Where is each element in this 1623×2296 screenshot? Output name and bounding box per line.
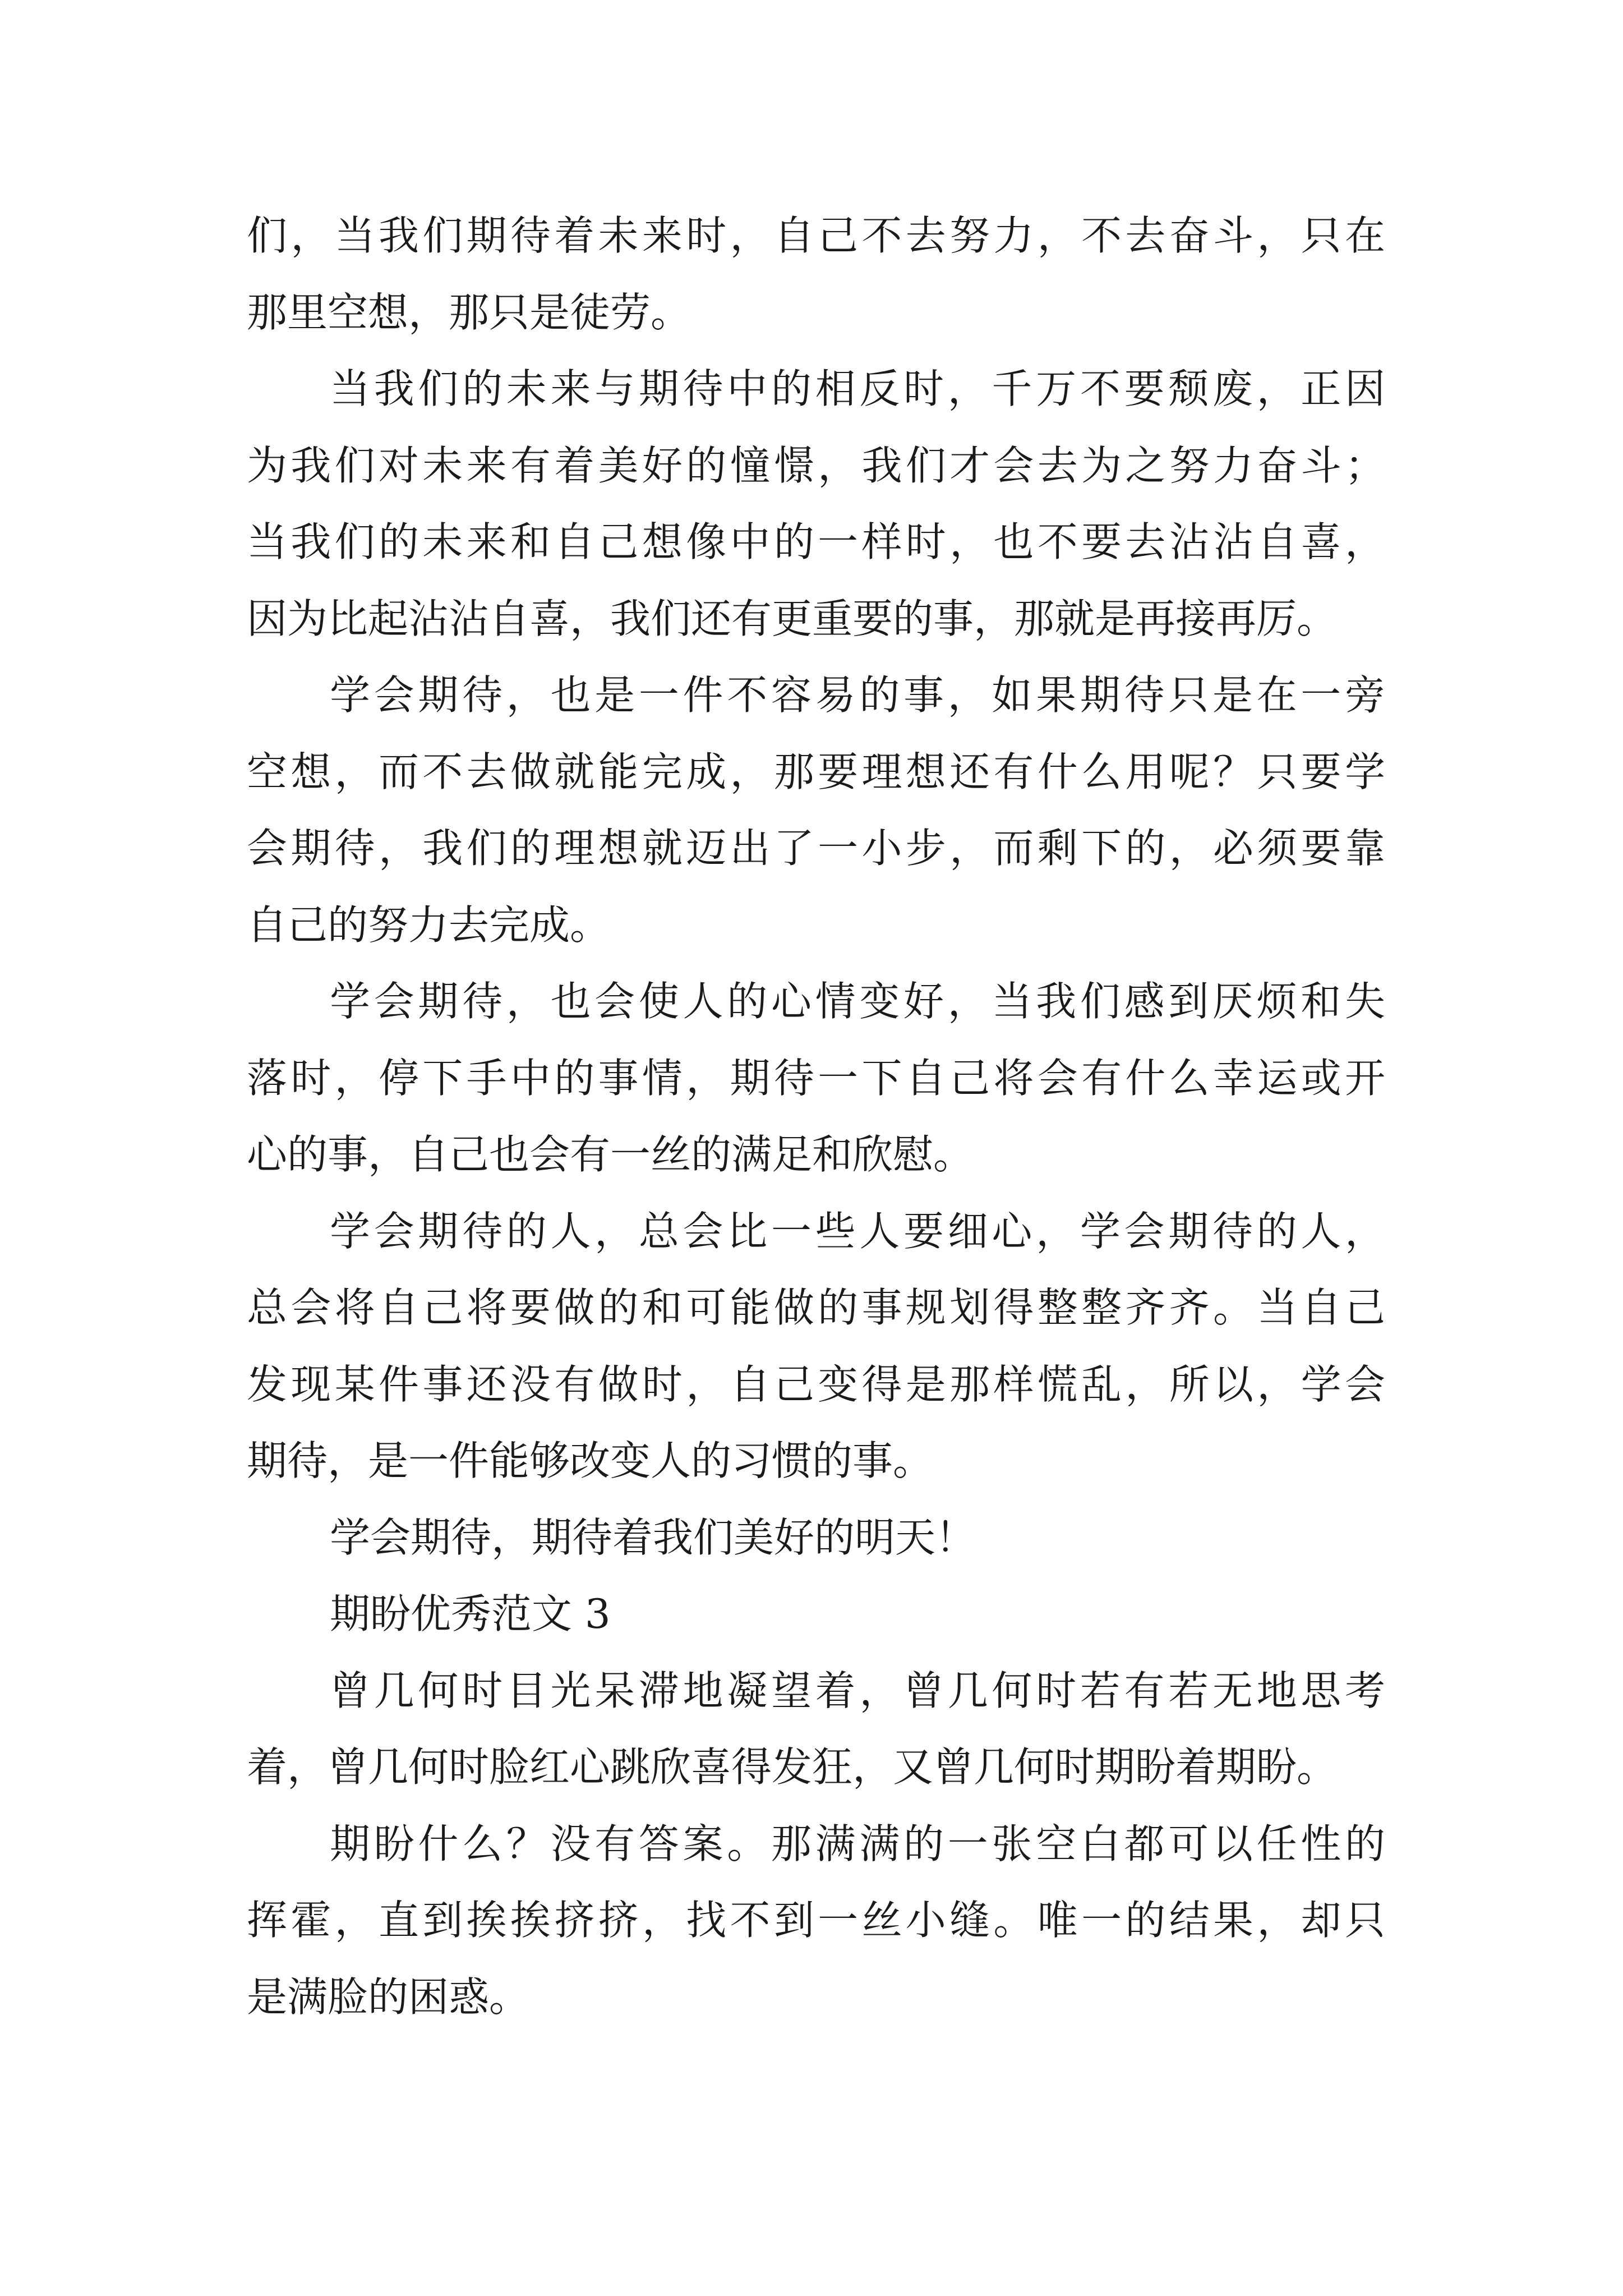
text-line: 总会将自己将要做的和可能做的事规划得整整齐齐。当自己	[247, 1284, 1385, 1331]
text-line: 发现某件事还没有做时，自己变得是那样慌乱，所以，学会	[247, 1360, 1385, 1408]
text-line: 空想，而不去做就能完成，那要理想还有什么用呢？只要学	[247, 748, 1385, 795]
text-line: 自己的努力去完成。	[247, 901, 611, 949]
text-line: 那里空想，那只是徒劳。	[247, 288, 691, 336]
text-line: 为我们对未来有着美好的憧憬，我们才会去为之努力奋斗；	[247, 441, 1385, 489]
text-line: 着，曾几何时脸红心跳欣喜得发狂，又曾几何时期盼着期盼。	[247, 1743, 1338, 1791]
text-line: 学会期待，也是一件不容易的事，如果期待只是在一旁	[330, 671, 1385, 719]
text-line: 落时，停下手中的事情，期待一下自己将会有什么幸运或开	[247, 1054, 1385, 1102]
text-line: 当我们的未来与期待中的相反时，千万不要颓废，正因	[330, 365, 1385, 412]
text-line: 是满脸的困惑。	[247, 1973, 530, 2021]
document-body	[247, 197, 1385, 2035]
text-line: 会期待，我们的理想就迈出了一小步，而剩下的，必须要靠	[247, 825, 1385, 872]
text-line: 因为比起沾沾自喜，我们还有更重要的事，那就是再接再厉。	[247, 595, 1338, 642]
text-line: 学会期待，期待着我们美好的明天！	[330, 1513, 976, 1561]
text-line: 们，当我们期待着未来时，自己不去努力，不去奋斗，只在	[247, 212, 1385, 259]
text-line: 学会期待的人，总会比一些人要细心，学会期待的人，	[330, 1207, 1385, 1255]
text-line: 期待，是一件能够改变人的习惯的事。	[247, 1437, 934, 1484]
text-line: 学会期待，也会使人的心情变好，当我们感到厌烦和失	[330, 978, 1385, 1025]
text-line: 挥霍，直到挨挨挤挤，找不到一丝小缝。唯一的结果，却只	[247, 1897, 1385, 1944]
text-line: 当我们的未来和自己想像中的一样时，也不要去沾沾自喜，	[247, 518, 1385, 565]
text-line: 心的事，自己也会有一丝的满足和欣慰。	[247, 1131, 974, 1178]
text-line: 期盼优秀范文 3	[330, 1590, 611, 1637]
text-line: 曾几何时目光呆滞地凝望着，曾几何时若有若无地思考	[330, 1667, 1385, 1714]
text-line: 期盼什么？没有答案。那满满的一张空白都可以任性的	[330, 1820, 1385, 1867]
